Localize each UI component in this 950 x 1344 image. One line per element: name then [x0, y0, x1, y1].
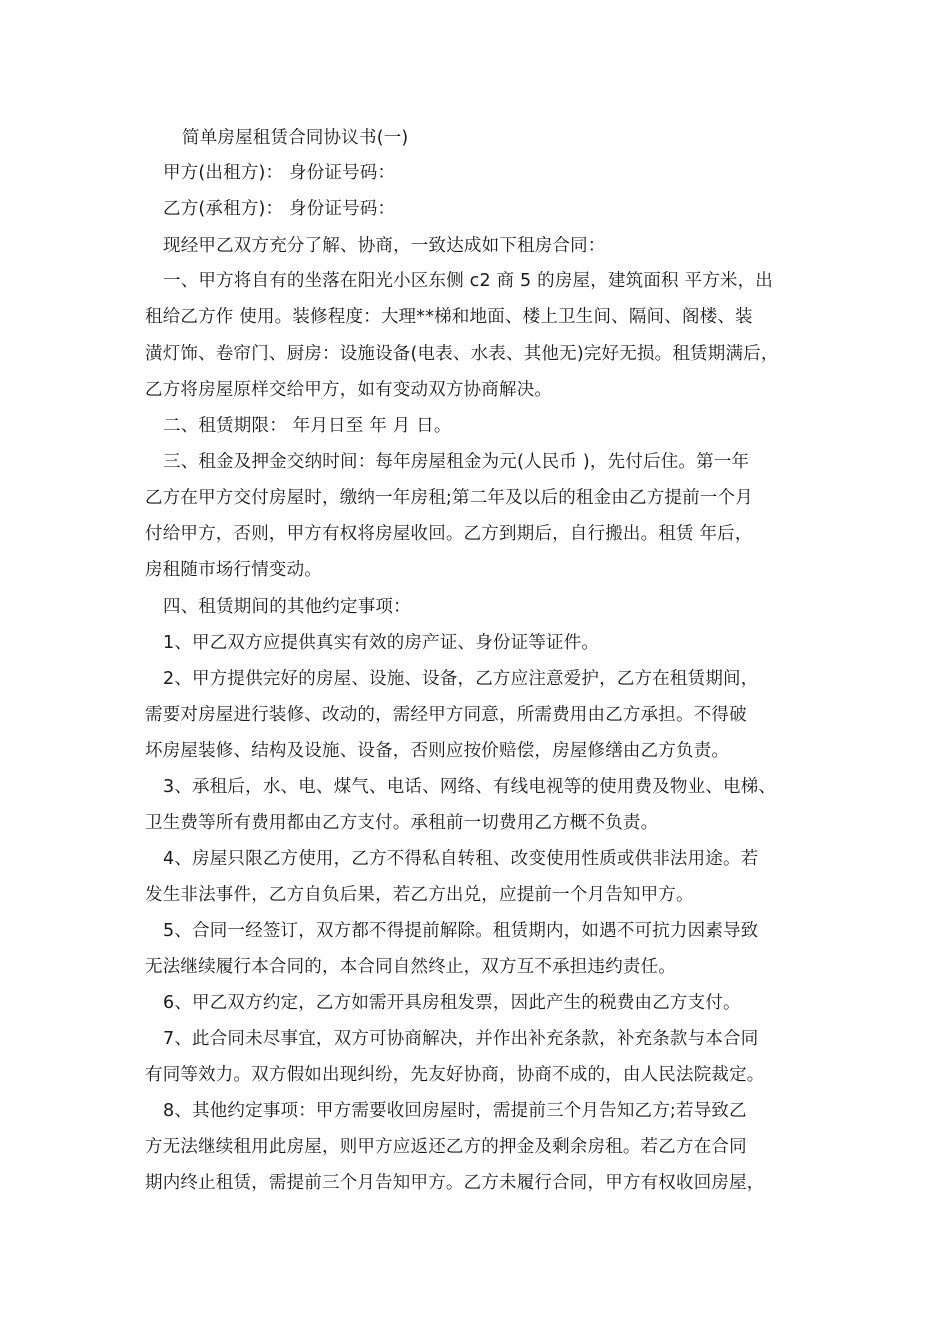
- item-8-line-1: 8、其他约定事项：甲方需要收回房屋时，需提前三个月告知乙方;若导致乙: [163, 1101, 747, 1121]
- clause-2-line: 二、租赁期限： 年月日至 年 月 日。: [163, 416, 452, 436]
- item-4-line-2: 发生非法事件，乙方自负后果，若乙方出兑，应提前一个月告知甲方。: [145, 885, 694, 905]
- party-a-line: 甲方(出租方)： 身份证号码：: [163, 163, 396, 183]
- clause-3-line-2: 乙方在甲方交付房屋时，缴纳一年房租;第二年及以后的租金由乙方提前一个月: [145, 488, 753, 508]
- item-3-line-1: 3、承租后，水、电、煤气、电话、网络、有线电视等的使用费及物业、电梯、: [163, 777, 777, 797]
- clause-3-line-1: 三、租金及押金交纳时间：每年房屋租金为元(人民币 )，先付后住。第一年: [163, 452, 750, 472]
- party-b-line: 乙方(承租方)： 身份证号码：: [163, 199, 396, 219]
- item-7-line-2: 有同等效力。双方假如出现纠纷，先友好协商，协商不成的，由人民法院裁定。: [145, 1065, 765, 1085]
- clause-3-line-4: 房租随市场行情变动。: [145, 560, 322, 580]
- clause-1-line-3: 潢灯饰、卷帘门、厨房：设施设备(电表、水表、其他无)完好无损。租赁期满后，: [145, 344, 779, 364]
- item-5-line-2: 无法继续履行本合同的，本合同自然终止，双方互不承担违约责任。: [145, 957, 676, 977]
- item-4-line-1: 4、房屋只限乙方使用，乙方不得私自转租、改变使用性质或供非法用途。若: [163, 849, 759, 869]
- item-1-line: 1、甲乙双方应提供真实有效的房产证、身份证等证件。: [163, 633, 600, 653]
- item-7-line-1: 7、此合同未尽事宜，双方可协商解决，并作出补充条款，补充条款与本合同: [163, 1029, 759, 1049]
- item-2-line-3: 坏房屋装修、结构及设施、设备，否则应按价赔偿，房屋修缮由乙方负责。: [145, 741, 730, 761]
- clause-1-line-2: 租给乙方作 使用。装修程度：大理**梯和地面、楼上卫生间、隔间、阁楼、装: [145, 307, 753, 327]
- item-6-line: 6、甲乙双方约定，乙方如需开具房租发票，因此产生的税费由乙方支付。: [163, 993, 741, 1013]
- item-8-line-3: 期内终止租赁，需提前三个月告知甲方。乙方未履行合同，甲方有权收回房屋，: [145, 1173, 765, 1193]
- item-5-line-1: 5、合同一经签订，双方都不得提前解除。租赁期内，如遇不可抗力因素导致: [163, 921, 759, 941]
- intro-line: 现经甲乙双方充分了解、协商，一致达成如下租房合同：: [163, 236, 606, 256]
- clause-4-heading: 四、租赁期间的其他约定事项：: [163, 597, 411, 617]
- item-2-line-1: 2、甲方提供完好的房屋、设施、设备，乙方应注意爱护，乙方在租赁期间，: [163, 669, 759, 689]
- item-3-line-2: 卫生费等所有费用都由乙方支付。承租前一切费用乙方概不负责。: [145, 813, 659, 833]
- document-title: 简单房屋租赁合同协议书(一): [182, 128, 409, 148]
- item-2-line-2: 需要对房屋进行装修、改动的，需经甲方同意，所需费用由乙方承担。不得破: [145, 705, 747, 725]
- item-8-line-2: 方无法继续租用此房屋，则甲方应返还乙方的押金及剩余房租。若乙方在合同: [145, 1137, 747, 1157]
- clause-3-line-3: 付给甲方，否则，甲方有权将房屋收回。乙方到期后，自行搬出。租赁 年后，: [145, 524, 753, 544]
- clause-1-line-1: 一、甲方将自有的坐落在阳光小区东侧 c2 商 5 的房屋，建筑面积 平方米，出: [163, 271, 774, 291]
- clause-1-line-4: 乙方将房屋原样交给甲方，如有变动双方协商解决。: [145, 380, 553, 400]
